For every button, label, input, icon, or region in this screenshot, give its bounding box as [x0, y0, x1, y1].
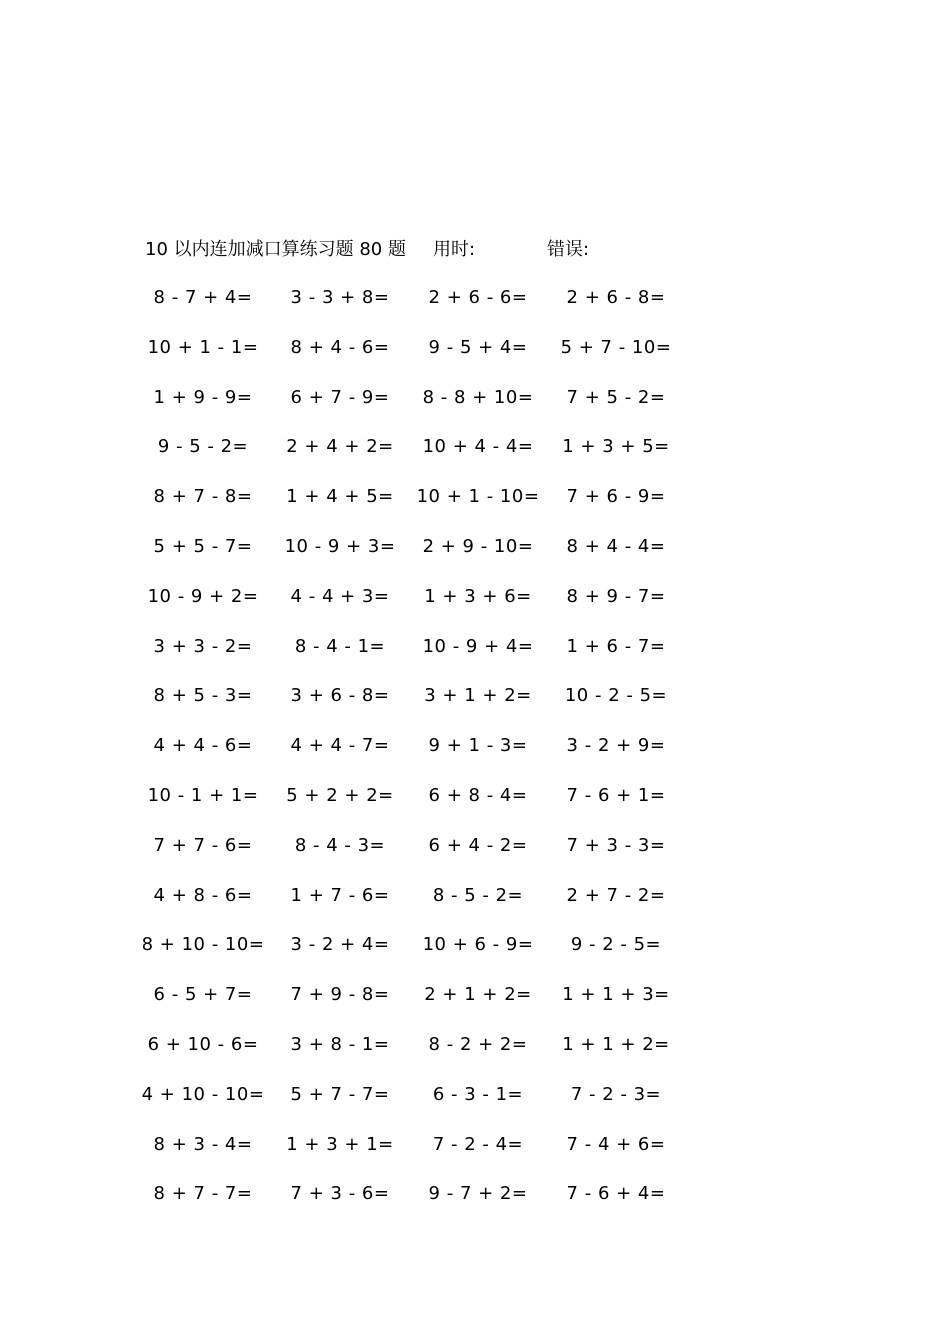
arithmetic-problem: 3 + 8 - 1= — [290, 1033, 390, 1055]
problem-row — [0, 284, 950, 334]
arithmetic-problem: 8 - 4 - 3= — [294, 834, 386, 856]
problem-row — [0, 782, 950, 832]
arithmetic-problem: 8 - 4 - 1= — [294, 635, 386, 657]
arithmetic-problem: 1 + 9 - 9= — [153, 386, 253, 408]
problem-row — [0, 433, 950, 483]
arithmetic-problem: 1 + 6 - 7= — [566, 635, 666, 657]
problem-row — [0, 1081, 950, 1131]
arithmetic-problem: 4 + 8 - 6= — [153, 884, 253, 906]
arithmetic-problem: 6 - 3 - 1= — [432, 1083, 524, 1105]
arithmetic-problem: 1 + 4 + 5= — [286, 486, 394, 508]
arithmetic-problem: 8 + 4 - 4= — [566, 535, 666, 557]
arithmetic-problem: 10 + 1 - 10= — [416, 486, 540, 508]
arithmetic-problem: 1 + 3 + 1= — [286, 1133, 394, 1155]
arithmetic-problem: 7 + 6 - 9= — [566, 486, 666, 508]
arithmetic-problem: 7 + 9 - 8= — [290, 984, 390, 1006]
arithmetic-problem: 2 + 6 - 6= — [428, 287, 528, 308]
problem-row — [0, 334, 950, 384]
arithmetic-problem: 3 + 6 - 8= — [290, 685, 390, 707]
arithmetic-problem: 10 - 1 + 1= — [147, 784, 259, 806]
worksheet-header — [0, 236, 950, 264]
arithmetic-problem: 5 + 2 + 2= — [286, 784, 394, 806]
arithmetic-problem: 3 - 3 + 8= — [290, 287, 390, 308]
arithmetic-problem: 8 - 7 + 4= — [153, 287, 253, 308]
arithmetic-problem: 6 + 7 - 9= — [290, 386, 390, 408]
arithmetic-problem: 7 + 3 - 3= — [566, 834, 666, 856]
problem-row — [0, 981, 950, 1031]
arithmetic-problem: 5 + 7 - 10= — [560, 336, 672, 358]
arithmetic-problem: 8 + 10 - 10= — [141, 934, 265, 956]
arithmetic-problem: 2 + 9 - 10= — [422, 535, 534, 557]
problem-row — [0, 882, 950, 932]
arithmetic-problem: 9 - 7 + 2= — [428, 1183, 528, 1205]
arithmetic-problem: 8 - 5 - 2= — [432, 884, 524, 906]
arithmetic-problem: 10 - 9 + 3= — [284, 535, 396, 557]
arithmetic-problem: 4 + 10 - 10= — [141, 1083, 265, 1105]
arithmetic-problem: 3 + 3 - 2= — [153, 635, 253, 657]
arithmetic-problem: 8 + 3 - 4= — [153, 1133, 253, 1155]
arithmetic-problem: 7 + 5 - 2= — [566, 386, 666, 408]
arithmetic-problem: 1 + 3 + 6= — [424, 585, 532, 607]
arithmetic-problem: 7 + 7 - 6= — [153, 834, 253, 856]
arithmetic-problem: 7 - 6 + 1= — [566, 784, 666, 806]
arithmetic-problem: 1 + 3 + 5= — [562, 436, 670, 458]
arithmetic-problem: 8 - 8 + 10= — [422, 386, 534, 408]
arithmetic-problem: 2 + 4 + 2= — [286, 436, 394, 458]
arithmetic-problem: 8 + 9 - 7= — [566, 585, 666, 607]
arithmetic-problem: 6 + 10 - 6= — [147, 1033, 259, 1055]
arithmetic-problem: 6 + 8 - 4= — [428, 784, 528, 806]
arithmetic-problem: 10 + 4 - 4= — [422, 436, 534, 458]
problem-row — [0, 1180, 950, 1230]
arithmetic-problem: 8 + 7 - 7= — [153, 1183, 253, 1205]
arithmetic-problem: 8 + 5 - 3= — [153, 685, 253, 707]
arithmetic-problem: 5 + 5 - 7= — [153, 535, 253, 557]
arithmetic-problem: 9 - 2 - 5= — [570, 934, 662, 956]
arithmetic-problem: 7 - 6 + 4= — [566, 1183, 666, 1205]
problem-grid — [0, 284, 950, 1230]
arithmetic-problem: 7 - 2 - 3= — [570, 1083, 662, 1105]
problem-row — [0, 832, 950, 882]
problem-row — [0, 732, 950, 782]
worksheet-title: 10 以内连加减口算练习题 80 题 — [145, 239, 406, 260]
problem-row — [0, 533, 950, 583]
problem-row — [0, 633, 950, 683]
arithmetic-problem: 1 + 1 + 3= — [562, 984, 670, 1006]
arithmetic-problem: 8 + 7 - 8= — [153, 486, 253, 508]
arithmetic-problem: 9 - 5 + 4= — [428, 336, 528, 358]
arithmetic-problem: 4 - 4 + 3= — [290, 585, 390, 607]
arithmetic-problem: 2 + 7 - 2= — [566, 884, 666, 906]
arithmetic-problem: 4 + 4 - 7= — [290, 735, 390, 757]
arithmetic-problem: 8 + 4 - 6= — [290, 336, 390, 358]
arithmetic-problem: 8 - 2 + 2= — [428, 1033, 528, 1055]
arithmetic-problem: 3 - 2 + 9= — [566, 735, 666, 757]
arithmetic-problem: 9 - 5 - 2= — [157, 436, 249, 458]
arithmetic-problem: 2 + 6 - 8= — [566, 287, 666, 308]
arithmetic-problem: 1 + 1 + 2= — [562, 1033, 670, 1055]
problem-row — [0, 483, 950, 533]
problem-row — [0, 1031, 950, 1081]
arithmetic-problem: 7 - 2 - 4= — [432, 1133, 524, 1155]
problem-row — [0, 931, 950, 981]
arithmetic-problem: 6 + 4 - 2= — [428, 834, 528, 856]
error-count-label: 错误: — [547, 239, 590, 260]
arithmetic-problem: 7 + 3 - 6= — [290, 1183, 390, 1205]
arithmetic-problem: 2 + 1 + 2= — [424, 984, 532, 1006]
arithmetic-problem: 3 + 1 + 2= — [424, 685, 532, 707]
arithmetic-problem: 9 + 1 - 3= — [428, 735, 528, 757]
problem-row — [0, 682, 950, 732]
arithmetic-problem: 6 - 5 + 7= — [153, 984, 253, 1006]
arithmetic-problem: 10 + 6 - 9= — [422, 934, 534, 956]
arithmetic-problem: 10 - 2 - 5= — [564, 685, 668, 707]
arithmetic-problem: 10 - 9 + 4= — [422, 635, 534, 657]
arithmetic-problem: 7 - 4 + 6= — [566, 1133, 666, 1155]
problem-row — [0, 384, 950, 434]
arithmetic-problem: 5 + 7 - 7= — [290, 1083, 390, 1105]
arithmetic-problem: 1 + 7 - 6= — [290, 884, 390, 906]
problem-row — [0, 583, 950, 633]
arithmetic-problem: 3 - 2 + 4= — [290, 934, 390, 956]
arithmetic-problem: 10 + 1 - 1= — [147, 336, 259, 358]
arithmetic-problem: 10 - 9 + 2= — [147, 585, 259, 607]
arithmetic-problem: 4 + 4 - 6= — [153, 735, 253, 757]
problem-row — [0, 1131, 950, 1181]
time-used-label: 用时: — [433, 239, 476, 260]
